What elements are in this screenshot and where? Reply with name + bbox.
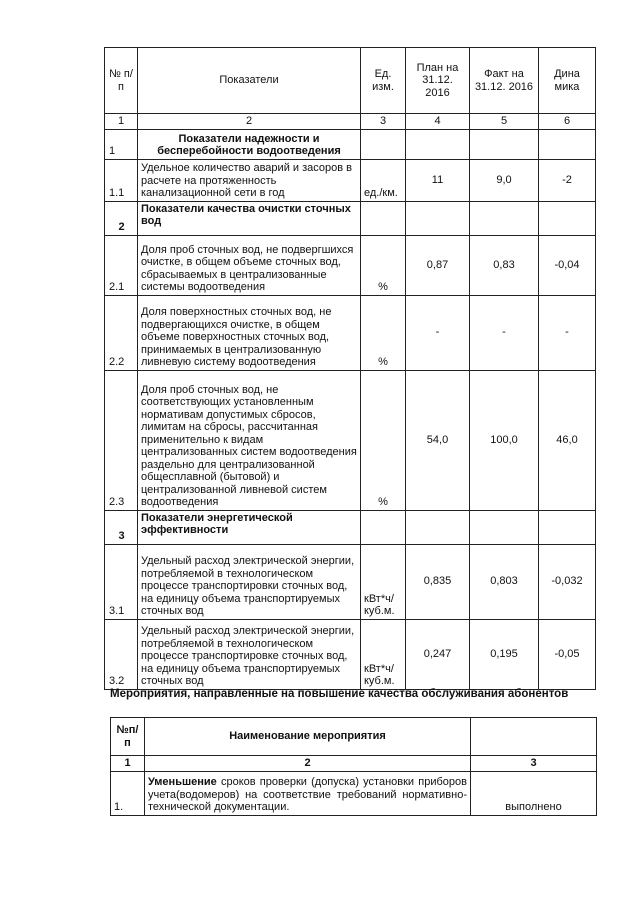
- measures-section-title: Мероприятия, направленные на повышение качества обслуживания абонентов: [110, 688, 569, 700]
- row-text: Удельное количество аварий и засоров в расчете на протяженность канализационной сети в год: [138, 159, 361, 201]
- row-dynamics: 46,0: [539, 370, 596, 510]
- measures-header-row: [111, 718, 597, 756]
- row-unit: ед./км.: [361, 159, 406, 201]
- header-name: Наименование мероприятия: [145, 718, 471, 756]
- row-body: сроков проверки (допуска) установки приборов учета(водомеров) на соответствие требований нормативно-технической документации.: [148, 776, 467, 813]
- row-fact: -: [470, 295, 539, 370]
- row-unit: %: [361, 295, 406, 370]
- row-lead: Уменьшение: [148, 776, 217, 788]
- indicators-header-row: [105, 48, 596, 114]
- row-plan: 11: [406, 159, 470, 201]
- header-name: Показатели: [138, 48, 361, 114]
- row-fact: 9,0: [470, 159, 539, 201]
- header-status: [471, 718, 597, 756]
- header-num: №п/ п: [111, 718, 145, 756]
- section-num: 3: [105, 510, 138, 544]
- header-plan: План на 31.12. 2016: [406, 48, 470, 114]
- header-fact: Факт на 31.12. 2016: [470, 48, 539, 114]
- section-num: 2: [105, 201, 138, 235]
- row-num: 2.1: [105, 235, 138, 295]
- col-number: 1: [111, 756, 145, 772]
- section-row: [105, 129, 596, 159]
- row-unit: %: [361, 235, 406, 295]
- row-plan: 54,0: [406, 370, 470, 510]
- row-unit: %: [361, 370, 406, 510]
- col-number: 3: [361, 114, 406, 130]
- col-number: 3: [471, 756, 597, 772]
- row-plan: 0,835: [406, 544, 470, 619]
- row-num: 2.3: [105, 370, 138, 510]
- header-dynamics: Дина мика: [539, 48, 596, 114]
- col-number: 5: [470, 114, 539, 130]
- row-text: Доля проб сточных вод, не соответствующих установленным нормативам допустимых сбросов, лимитам на сбросы, рассчитанная применительно к видам централизованных систем водоотведения раздельно для централизованной общесплавной (бытовой) и централизованной ливневой систем водоотведения: [138, 370, 361, 510]
- row-text: Доля поверхностных сточных вод, не подвергающихся очистке, в общем объеме поверхностных сточных вод, принимаемых в централизованную ливневую систему водоотведения: [138, 295, 361, 370]
- row-num: 1.: [111, 771, 145, 815]
- row-text: Удельный расход электрической энергии, потребляемой в технологическом процессе транспортировки сточных вод, на единицу объема транспортируемых сточных вод: [138, 544, 361, 619]
- row-fact: 0,195: [470, 619, 539, 689]
- row-text: Удельный расход электрической энергии, потребляемой в технологическом процессе транспортировке сточных вод, на единицу объема транспортируемых сточных вод: [138, 619, 361, 689]
- row-dynamics: -2: [539, 159, 596, 201]
- row-num: 2.2: [105, 295, 138, 370]
- table-row: [105, 159, 596, 201]
- row-num: 3.1: [105, 544, 138, 619]
- row-num: 1.1: [105, 159, 138, 201]
- col-number: 6: [539, 114, 596, 130]
- row-unit: кВт*ч/ куб.м.: [361, 544, 406, 619]
- row-fact: 100,0: [470, 370, 539, 510]
- header-unit: Ед. изм.: [361, 48, 406, 114]
- table-row: [105, 295, 596, 370]
- row-dynamics: -: [539, 295, 596, 370]
- row-dynamics: -0,04: [539, 235, 596, 295]
- table-row: [105, 544, 596, 619]
- indicators-table: [104, 47, 596, 690]
- column-numbers-row: [111, 756, 597, 772]
- section-title: Показатели качества очистки сточных вод: [138, 201, 361, 235]
- row-fact: 0,803: [470, 544, 539, 619]
- row-status: выполнено: [471, 771, 597, 815]
- table-row: [105, 235, 596, 295]
- section-title: Показатели энергетической эффективности: [138, 510, 361, 544]
- section-num: 1: [105, 129, 138, 159]
- column-numbers-row: [105, 114, 596, 130]
- col-number: 2: [145, 756, 471, 772]
- table-row: [105, 619, 596, 689]
- section-row: [105, 510, 596, 544]
- table-row: [105, 370, 596, 510]
- row-text: Доля проб сточных вод, не подвергшихся очистке, в общем объеме сточных вод, сбрасываемых в централизованные системы водоотведения: [138, 235, 361, 295]
- table-row: [111, 771, 597, 815]
- measures-table: [110, 717, 597, 816]
- row-plan: -: [406, 295, 470, 370]
- section-title: Показатели надежности и бесперебойности водоотведения: [138, 129, 361, 159]
- row-num: 3.2: [105, 619, 138, 689]
- section-row: [105, 201, 596, 235]
- row-fact: 0,83: [470, 235, 539, 295]
- col-number: 2: [138, 114, 361, 130]
- col-number: 4: [406, 114, 470, 130]
- row-plan: 0,247: [406, 619, 470, 689]
- row-plan: 0,87: [406, 235, 470, 295]
- row-dynamics: -0,05: [539, 619, 596, 689]
- header-num: № п/п: [105, 48, 138, 114]
- row-unit: кВт*ч/ куб.м.: [361, 619, 406, 689]
- row-text: [145, 771, 471, 815]
- row-dynamics: -0,032: [539, 544, 596, 619]
- col-number: 1: [105, 114, 138, 130]
